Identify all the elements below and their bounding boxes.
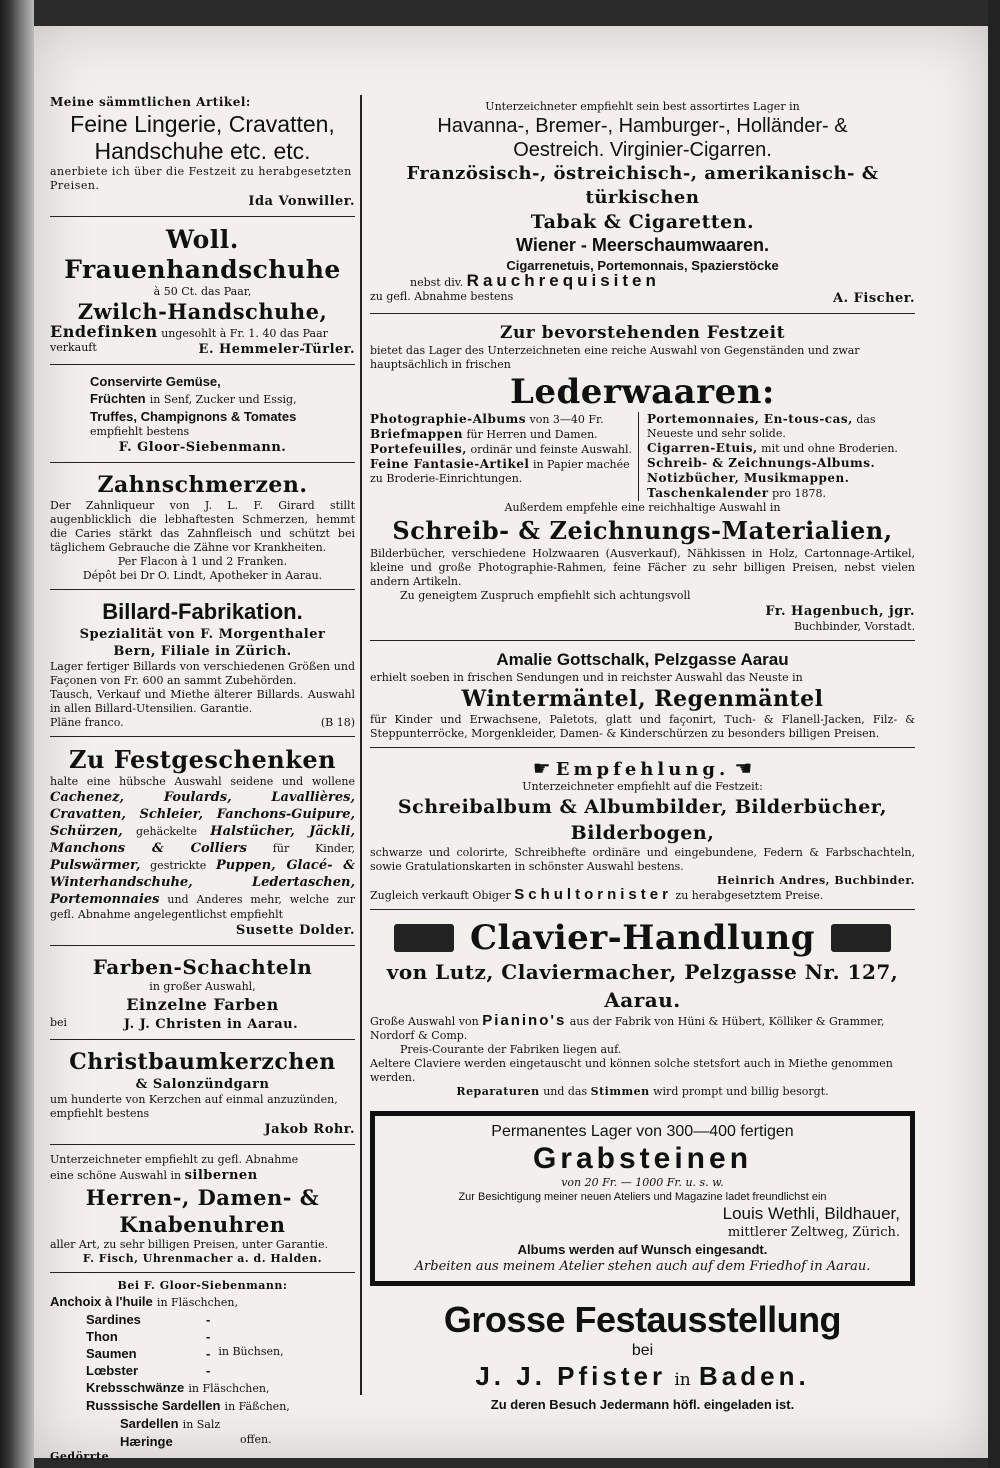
- ad-text: in großer Auswahl,: [149, 980, 256, 993]
- piano-illustration-icon: [394, 924, 454, 952]
- ad-text: Unterzeichneter empfiehlt auf die Festzeit:: [522, 780, 763, 793]
- ad-text: bei: [50, 1016, 68, 1029]
- ad-headline: Empfehlung.: [555, 759, 730, 780]
- ad-text: in Senf, Zucker und Essig,: [149, 393, 297, 406]
- product-detail: das Neueste und sehr solide.: [647, 413, 876, 440]
- ad-company-name: J. J. Pfister: [475, 1361, 667, 1391]
- ad-text: für Kinder und Erwachsene, Paletots, glatt und façonirt, Tuch- & Flanell-Jacken, Filz- & Steppunterröcke, Morgenkleider, Damen- & Kinderschürzen zu besonders billigen Preisen.: [370, 713, 915, 740]
- ad-hemmeler: [50, 221, 355, 365]
- ad-item: Stimmen: [590, 1085, 650, 1098]
- ad-fisch: [50, 1149, 355, 1273]
- product-line: [647, 471, 915, 486]
- ad-item: Endefinken: [50, 322, 158, 341]
- ad-item: Früchten: [90, 391, 146, 406]
- ad-text: aus der Fabrik von Hüni & Hübert, Kölliker & Grammer, Nordorf & Comp.: [370, 1015, 885, 1042]
- product-line: [647, 456, 915, 471]
- ad-text: Preis-Courante der Fabriken liegen auf.: [400, 1043, 622, 1056]
- product-detail: ordinär und feinste Auswahl.: [470, 443, 633, 456]
- grand-piano-illustration-icon: [831, 924, 891, 952]
- ad-andres: [370, 752, 915, 910]
- ad-headline-2: Einzelne Farben: [126, 995, 279, 1014]
- ad-text: anerbiete ich über die Festzeit zu herabgesetzten Preisen.: [50, 165, 352, 192]
- ad-text: Aeltere Claviere werden eingetauscht und können solche stetsfort auch in Miethe genommen werden.: [370, 1057, 893, 1084]
- ad-footnote: Zu deren Besuch Jedermann höfl. eingeladen ist.: [490, 1397, 795, 1412]
- ad-text: empfiehlt bestens: [90, 425, 190, 438]
- ad-wethli: [370, 1111, 915, 1286]
- ad-text: eine schöne Auswahl in: [50, 1169, 182, 1182]
- ad-code: (B 18): [320, 716, 355, 729]
- ad-signature: Louis Wethli, Bildhauer,: [722, 1204, 900, 1223]
- ad-item: Thon: [86, 1329, 118, 1344]
- ad-signature: Ida Vonwiller.: [248, 194, 355, 209]
- ad-item: Reparaturen: [456, 1085, 540, 1098]
- ad-price: Per Flacon à 1 und 2 Franken.: [117, 555, 288, 568]
- product-name: Photographie-Albums: [370, 412, 527, 426]
- product-name: Portemonnaies, En-tous-cas,: [647, 412, 853, 426]
- ad-text: und Anderes mehr, welche zur gefl. Abnahme angelegentlichst empfiehlt: [50, 893, 355, 921]
- ad-items: Cachenez, Foulards, Lavallières, Cravatten, Schleier, Fanchons-Guipure, Schürzen,: [50, 790, 355, 839]
- ad-item: Hæringe: [120, 1434, 173, 1449]
- ad-signature: Jakob Rohr.: [264, 1122, 355, 1137]
- ad-text: Unterzeichneter empfiehlt zu gefl. Abnahme: [50, 1153, 299, 1166]
- product-line: [370, 457, 638, 486]
- ad-text: Lager fertiger Billards von verschiedenen Größen und Façonen von Fr. 600 an sammt Zubehörden.: [50, 660, 355, 687]
- ad-headline: Havanna-, Bremer-, Hamburger-, Holländer- &: [437, 115, 848, 137]
- product-name: Taschenkalender: [647, 486, 769, 500]
- product-line: [370, 427, 638, 442]
- ad-text: nebst div.: [410, 276, 464, 289]
- ad-text: Große Auswahl von: [370, 1015, 479, 1028]
- product-line: [647, 441, 915, 456]
- ad-lutz: [370, 914, 915, 1103]
- ad-gloor-fish: [50, 1277, 355, 1464]
- product-detail: mit und ohne Broderien.: [761, 442, 898, 455]
- ad-item: Schultornister: [514, 886, 672, 903]
- ad-footnote: Pläne franco.: [50, 716, 124, 729]
- ad-item: Krebsschwänze: [86, 1380, 185, 1395]
- ad-signature: A. Fischer.: [833, 291, 915, 306]
- ad-price: à 50 Ct. das Paar,: [153, 285, 252, 298]
- ad-dash: -: [206, 1329, 211, 1344]
- ad-text: halte eine hübsche Auswahl seidene und wollene: [50, 775, 355, 788]
- pointing-hand-right-icon: ☛: [532, 756, 551, 780]
- ad-text: in Salz: [182, 1418, 221, 1431]
- ad-signature: Fr. Hagenbuch, jgr.: [765, 604, 915, 619]
- ad-item: Saumen: [86, 1346, 137, 1361]
- ad-headline: Feine Lingerie, Cravatten,: [70, 111, 335, 137]
- ad-text: in Fläschchen,: [156, 1296, 238, 1309]
- ad-gloor-conserves: [50, 369, 355, 463]
- ad-text: erhielt soeben in frischen Sendungen und in reichster Auswahl das Neuste in: [370, 671, 803, 684]
- ad-intro: Unterzeichneter empfiehlt sein best assortirtes Lager in: [485, 100, 800, 113]
- ad-headline-3: Französisch-, östreichisch-, amerikanisch- & türkischen: [406, 163, 879, 208]
- ad-intro: bietet das Lager des Unterzeichneten eine reiche Auswahl von Gegenständen und zwar hauptsächlich in frischen: [370, 344, 860, 371]
- ad-christen: [50, 950, 355, 1040]
- ad-rohr: [50, 1044, 355, 1145]
- product-line: [370, 412, 638, 427]
- ad-gottschalk: [370, 645, 915, 748]
- ad-items: Pulswärmer,: [50, 858, 141, 873]
- product-name: Notizbücher, Musikmappen.: [647, 471, 850, 485]
- ad-text: gestrickte: [150, 859, 207, 872]
- ad-signature: F. Fisch, Uhrenmacher a. d. Halden.: [82, 1252, 323, 1265]
- ad-headline-2: Oestreich. Virginier-Cigarren.: [513, 139, 772, 161]
- ad-vonwiller: [50, 90, 355, 217]
- product-line: [647, 486, 915, 501]
- ad-items: Halstücher, Jäckli, Manchons & Colliers: [50, 824, 356, 856]
- ad-dash: -: [206, 1363, 211, 1378]
- ad-headline-4: Tabak & Cigaretten.: [530, 211, 755, 233]
- ad-footnote: Arbeiten aus meinem Atelier stehen auch auf dem Friedhof in Aarau.: [414, 1259, 871, 1274]
- ad-headline: Amalie Gottschalk, Pelzgasse Aarau: [496, 650, 789, 669]
- ad-headline: Permanentes Lager von 300—400 fertigen: [491, 1123, 794, 1140]
- ad-price: von 20 Fr. — 1000 Fr. u. s. w.: [561, 1176, 724, 1189]
- ad-headline: Billard-Fabrikation.: [102, 599, 303, 624]
- ad-city: Baden.: [698, 1361, 810, 1391]
- ad-signature: F. Gloor-Siebenmann.: [118, 440, 287, 455]
- ad-headline-2: Zwilch-Handschuhe,: [77, 299, 328, 324]
- product-name: Portefeuilles,: [370, 442, 467, 456]
- page-edge-right: [988, 0, 1000, 1468]
- ad-big-headline: Wintermäntel, Regenmäntel: [461, 686, 824, 712]
- ad-signature: J. J. Christen in Aarau.: [123, 1017, 299, 1032]
- ad-item: Conservirte Gemüse,: [90, 374, 221, 389]
- ad-headline: Herren-, Damen- & Knabenuhren: [85, 1185, 320, 1237]
- ad-item: Lœbster: [86, 1363, 138, 1378]
- ad-item: Sardines: [86, 1312, 141, 1327]
- ad-item: Anchoix à l'huile: [50, 1294, 153, 1309]
- ad-subheadline: Spezialität von F. Morgenthaler: [79, 627, 326, 642]
- ad-headline: Woll. Frauenhandschuhe: [64, 225, 341, 284]
- ad-intro: Bei F. Gloor-Siebenmann:: [117, 1279, 288, 1292]
- ad-text: zu gefl. Abnahme bestens: [370, 290, 514, 303]
- product-detail: von 3—40 Fr.: [529, 413, 604, 426]
- ad-headline: Zur bevorstehenden Festzeit: [500, 323, 785, 343]
- ad-item: Sardellen: [120, 1416, 179, 1431]
- ad-item: Truffes, Champignons & Tomates: [90, 409, 297, 424]
- ad-intro: Meine sämmtlichen Artikel:: [50, 95, 251, 109]
- ad-dolder: [50, 741, 355, 946]
- ad-fischer: [370, 96, 915, 314]
- ad-text: in Büchsen,: [218, 1345, 284, 1358]
- ad-text: bei: [631, 1342, 654, 1359]
- ad-zahn: [50, 467, 355, 590]
- ad-text: und das: [543, 1085, 588, 1098]
- ad-text: Zu geneigtem Zuspruch empfiehlt sich achtungsvoll: [400, 589, 691, 602]
- ad-price: ungesohlt à Fr. 1. 40 das Paar: [161, 327, 328, 340]
- ad-item: silbernen: [184, 1168, 258, 1183]
- ad-subheadline: von Lutz, Claviermacher, Pelzgasse Nr. 127, Aarau.: [386, 960, 899, 1012]
- ad-subheadline: & Salonzündgarn: [135, 1077, 270, 1092]
- ad-pfister: [370, 1292, 915, 1413]
- book-edge: [0, 0, 34, 1468]
- ad-dash: -: [206, 1346, 211, 1361]
- right-column: [370, 96, 915, 1413]
- ad-text: zu herabgesetztem Preise.: [675, 889, 824, 902]
- product-detail: für Herren und Damen.: [466, 428, 598, 441]
- ad-text-2: Tausch, Verkauf und Miethe älterer Billards. Auswahl in allen Billard-Utensilien. Garantie.: [50, 688, 355, 715]
- ad-headline: Clavier-Handlung: [469, 918, 816, 958]
- pointing-hand-left-icon: ☚: [734, 756, 753, 780]
- ad-headline: Christbaumkerzchen: [69, 1049, 336, 1075]
- ad-text: in Fäßchen,: [224, 1400, 290, 1413]
- ad-big-headline: Lederwaaren:: [509, 372, 775, 412]
- ad-headline-2: Handschuhe etc. etc.: [94, 138, 311, 164]
- ad-big-headline-2: Schreib- & Zeichnungs-Materialien,: [392, 516, 893, 545]
- ad-text: Außerdem empfehle eine reichhaltige Auswahl in: [504, 501, 781, 514]
- ad-signature: Heinrich Andres, Buchbinder.: [716, 874, 915, 887]
- product-name: Schreib- & Zeichnungs-Albums.: [647, 456, 876, 470]
- ad-big-headline: Grosse Festausstellung: [443, 1299, 842, 1340]
- left-column: [50, 90, 355, 1464]
- ad-item: Gedörrte: [50, 1450, 110, 1463]
- ad-text: Albums werden auf Wunsch eingesandt.: [517, 1242, 768, 1257]
- ad-text: Zugleich verkauft Obiger: [370, 889, 511, 902]
- product-detail: in Papier machée zu Broderie-Einrichtungen.: [370, 458, 630, 485]
- ad-subheadline-2: Bern, Filiale in Zürich.: [113, 644, 292, 659]
- ad-text: Der Zahnliqueur von J. L. F. Girard stillt augenblicklich die lebhaftesten Schmerzen, hemmt die Caries stärkt das Zahnfleisch und schützt bei täglichem Gebrauche die Zähne vor Krankheiten.: [50, 499, 355, 554]
- ad-text: Bilderbücher, verschiedene Holzwaaren (Ausverkauf), Nähkissen in Holz, Cartonnage-Artikel, kleine und große Photographie-Rahmen, feine Fächer zu sehr billigen Preisen, nebst vielen andern Artikeln.: [370, 547, 915, 588]
- ad-signature: Susette Dolder.: [235, 923, 355, 938]
- ad-hagenbuch: [370, 318, 915, 641]
- ad-text: für Kinder,: [272, 842, 356, 855]
- ad-address: mittlerer Zeltweg, Zürich.: [727, 1225, 900, 1240]
- product-name: Cigarren-Etuis,: [647, 441, 758, 455]
- ad-address: Buchbinder, Vorstadt.: [793, 620, 915, 633]
- ad-text: um hunderte von Kerzchen auf einmal anzuzünden, empfiehlt bestens: [50, 1093, 338, 1120]
- product-line: [370, 442, 638, 457]
- product-list-right: [638, 412, 915, 501]
- ad-item: Rauchrequisiten: [466, 271, 660, 290]
- ad-item: Russsische Sardellen: [86, 1398, 221, 1413]
- ad-headline-5: Wiener - Meerschaumwaaren.: [516, 235, 769, 255]
- ad-text: in Fläschchen,: [188, 1382, 270, 1395]
- ad-text: schwarze und colorirte, Schreibhefte ordinäre und eingebundene, Federn & Farbschachteln, sowie Gratulationskarten in schönster Auswahl bestens.: [370, 846, 915, 873]
- ad-billard: [50, 594, 355, 737]
- product-name: Feine Fantasie-Artikel: [370, 457, 530, 471]
- product-list-left: [370, 412, 638, 501]
- column-divider: [360, 95, 362, 1395]
- ad-items: Puppen, Glacé- & Winterhandschuhe, Ledertaschen, Portemonnaies: [50, 858, 355, 907]
- product-name: Briefmappen: [370, 427, 463, 441]
- ad-text: aller Art, zu sehr billigen Preisen, unter Garantie.: [50, 1238, 329, 1251]
- ad-signature: Dépôt bei Dr O. Lindt, Apotheker in Aarau.: [82, 569, 323, 582]
- ad-headline: Farben-Schachteln: [92, 955, 313, 979]
- ad-items: Cigarrenetuis, Portemonnais, Spazierstöcke: [506, 258, 779, 273]
- ad-dash: -: [206, 1312, 211, 1327]
- ad-headline: Zahnschmerzen.: [97, 472, 308, 498]
- ad-big-headline: Grabsteinen: [532, 1142, 753, 1175]
- product-detail: pro 1878.: [772, 487, 826, 500]
- ad-headline: Zu Festgeschenken: [68, 745, 337, 774]
- ad-text: verkauft: [50, 341, 97, 354]
- ad-text: in: [674, 1370, 691, 1390]
- ad-text: Zur Besichtigung meiner neuen Ateliers und Magazine ladet freundlichst ein: [458, 1191, 827, 1203]
- ad-text: offen.: [240, 1433, 272, 1446]
- ad-signature: E. Hemmeler-Türler.: [198, 342, 355, 357]
- ad-text: wird prompt und billig besorgt.: [653, 1085, 829, 1098]
- ad-text: gehäckelte: [136, 825, 197, 838]
- ad-item: Pianino's: [482, 1012, 567, 1029]
- product-line: [647, 412, 915, 441]
- ad-big-headline: Schreibalbum & Albumbilder, Bilderbücher, Bilderbogen,: [397, 796, 888, 844]
